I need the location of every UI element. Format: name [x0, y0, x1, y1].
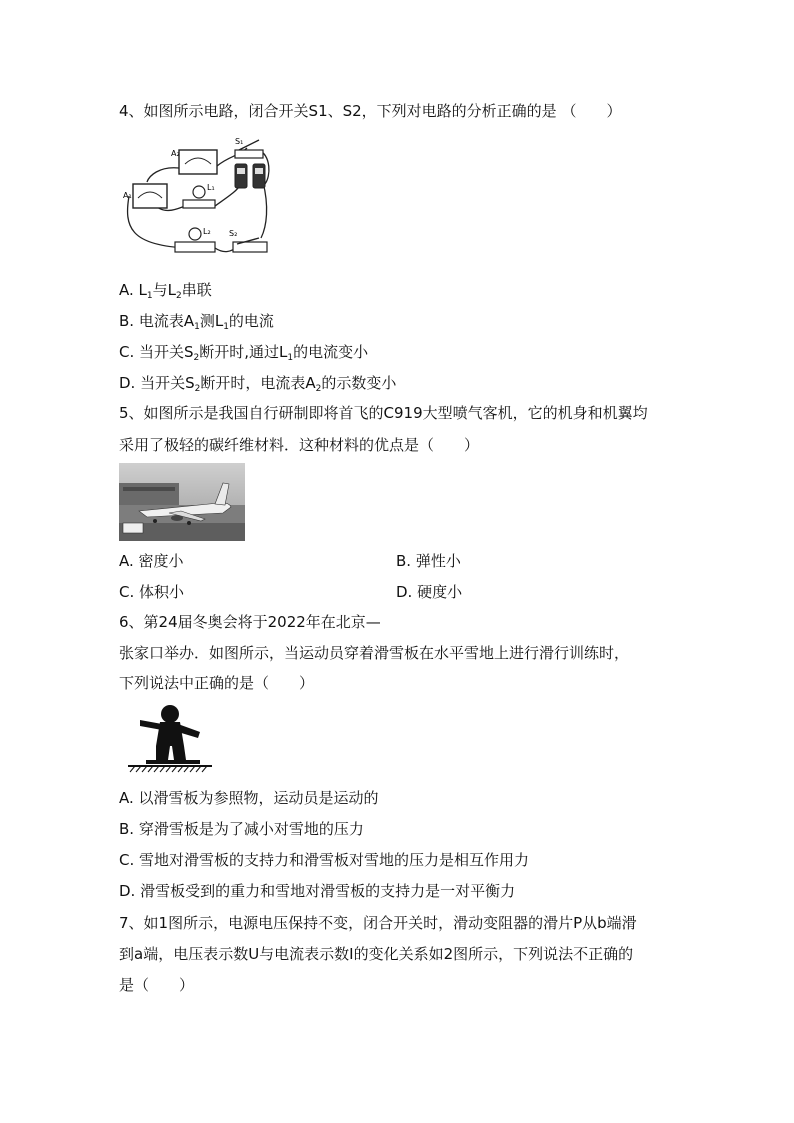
label-s1: S₁: [235, 137, 244, 146]
q6-option-c: C. 雪地对滑雪板的支持力和滑雪板对雪地的压力是相互作用力: [119, 851, 530, 869]
q4-stem: 4、如图所示电路，闭合开关S1、S2，下列对电路的分析正确的是 （ ）: [119, 102, 622, 120]
q6-stem-line1: 6、第24届冬奥会将于2022年在北京—: [119, 613, 381, 631]
q5-stem-line1: 5、如图所示是我国自行研制即将首飞的C919大型喷气客机，它的机身和机翼均: [119, 404, 648, 422]
q6-option-b: B. 穿滑雪板是为了减小对雪地的压力: [119, 820, 364, 838]
q4-option-a: A. $L_1$与$L_2$串联: [119, 281, 212, 301]
label-l2: L₂: [203, 227, 211, 236]
q4-circuit-figure: [119, 136, 279, 261]
label-a2: A₂: [171, 149, 180, 158]
q5-airplane-photo: [119, 463, 245, 541]
q6-stem-line3: 下列说法中正确的是（ ）: [119, 674, 315, 692]
q7-stem-line1: 7、如1图所示，电源电压保持不变，闭合开关时，滑动变阻器的滑片P从b端滑: [119, 914, 637, 932]
q5-stem-line2: 采用了极轻的碳纤维材料．这种材料的优点是（ ）: [119, 436, 480, 454]
label-a1: A₁: [123, 191, 132, 200]
q5-option-a: A. 密度小: [119, 552, 184, 570]
q5-option-b: B. 弹性小: [396, 552, 461, 570]
label-l1: L₁: [207, 183, 215, 192]
q6-option-a: A. 以滑雪板为参照物，运动员是运动的: [119, 789, 379, 807]
q4-option-c: C. 当开关$S_2$断开时,通过$L_1$的电流变小: [119, 343, 369, 363]
q5-option-d: D. 硬度小: [396, 583, 463, 601]
q7-stem-line3: 是（ ）: [119, 976, 195, 994]
q4-option-b: B. 电流表$A_1$测$L_1$的电流: [119, 312, 274, 332]
q6-snowboarder-figure: [126, 702, 214, 774]
q4-option-d: D. 当开关$S_2$断开时，电流表$A_2$的示数变小: [119, 374, 397, 394]
q6-stem-line2: 张家口举办．如图所示，当运动员穿着滑雪板在水平雪地上进行滑行训练时，: [119, 644, 630, 662]
q6-option-d: D. 滑雪板受到的重力和雪地对滑雪板的支持力是一对平衡力: [119, 882, 516, 900]
q7-stem-line2: 到a端，电压表示数U与电流表示数I的变化关系如2图所示，下列说法不正确的: [119, 945, 634, 963]
q5-option-c: C. 体积小: [119, 583, 185, 601]
label-s2: S₂: [229, 229, 238, 238]
